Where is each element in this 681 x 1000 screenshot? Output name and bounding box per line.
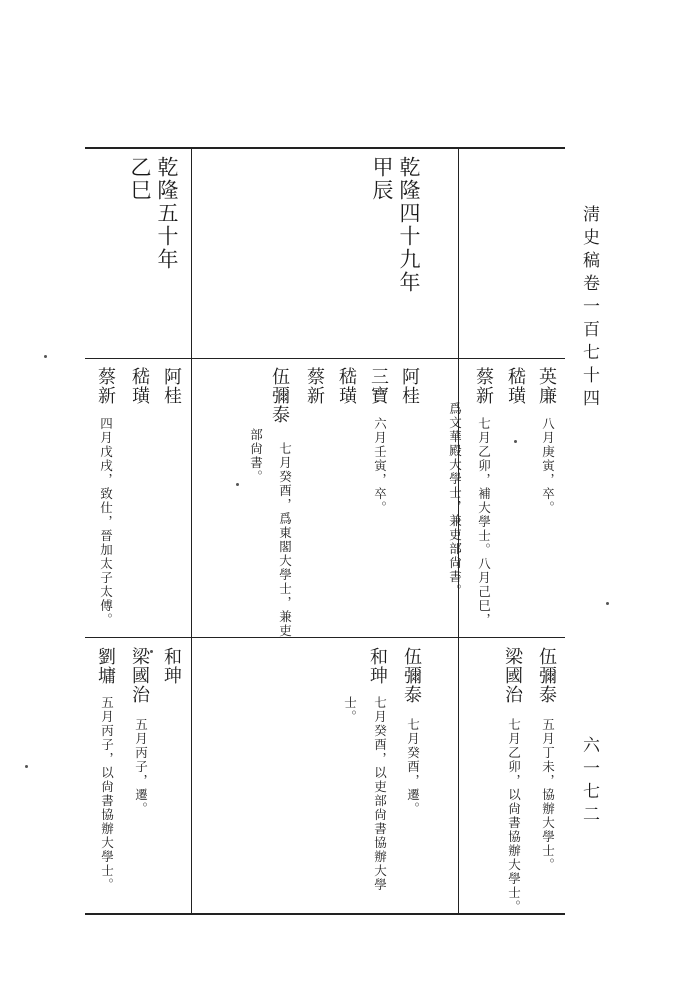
grand-secretary-name: 蔡新 xyxy=(473,367,494,405)
grand-secretary-note: 爲文華殿大學士，兼吏部尙書。 xyxy=(447,402,463,598)
year-reign-1: 乾隆四十九年 xyxy=(397,156,421,294)
year-cyclical-2: 乙巳 xyxy=(128,156,152,202)
row-divider-years xyxy=(85,358,565,359)
grand-secretary-note: 部尙書。 xyxy=(248,428,264,484)
assistant-secretary-name: 伍彌泰 xyxy=(536,647,557,704)
assistant-secretary-note: 五月丁未，協辦大學士。 xyxy=(540,718,556,872)
scan-speck xyxy=(150,650,153,653)
grand-secretary-name: 嵇璜 xyxy=(129,367,150,405)
year-reign-2: 乾隆五十年 xyxy=(155,156,179,271)
grand-secretary-name: 三寶 xyxy=(368,367,389,405)
grand-secretary-note: 七月乙卯，補大學士。八月己巳， xyxy=(476,417,492,627)
scan-speck xyxy=(606,602,609,605)
table-bottom-rule xyxy=(85,913,565,915)
assistant-secretary-note: 五月丙子，遷。 xyxy=(133,718,149,816)
table-top-rule xyxy=(85,147,565,149)
grand-secretary-note: 四月戊戌，致仕，晉加太子太傅。 xyxy=(98,417,114,627)
assistant-secretary-note: 士。 xyxy=(342,696,358,724)
running-title: 淸史稿卷一百七十四 xyxy=(579,205,599,412)
grand-secretary-note: 七月癸酉，爲東閣大學士，兼吏 xyxy=(277,442,293,638)
grand-secretary-name: 蔡新 xyxy=(95,367,116,405)
assistant-secretary-note: 七月癸酉，遷。 xyxy=(405,718,421,816)
grand-secretary-name: 嵇璜 xyxy=(505,367,526,405)
assistant-secretary-name: 梁國治 xyxy=(129,647,150,704)
scan-speck xyxy=(25,765,28,768)
grand-secretary-name: 蔡新 xyxy=(304,367,325,405)
grand-secretary-note: 八月庚寅，卒。 xyxy=(540,417,556,515)
assistant-secretary-name: 梁國治 xyxy=(502,647,523,704)
assistant-secretary-note: 五月丙子，以尙書協辦大學士。 xyxy=(99,696,115,892)
grand-secretary-name: 伍彌泰 xyxy=(269,367,290,424)
assistant-secretary-name: 伍彌泰 xyxy=(401,647,422,704)
grand-secretary-name: 阿桂 xyxy=(399,367,420,405)
scan-speck xyxy=(236,483,239,486)
assistant-secretary-name: 和珅 xyxy=(161,647,182,685)
grand-secretary-name: 嵇璜 xyxy=(336,367,357,405)
assistant-secretary-note: 七月癸酉，以吏部尙書協辦大學 xyxy=(372,696,388,892)
assistant-secretary-name: 劉墉 xyxy=(95,647,116,685)
scan-speck xyxy=(514,440,517,443)
year-cyclical-1: 甲辰 xyxy=(370,156,394,202)
page-number: 六一七二 xyxy=(579,736,599,828)
grand-secretary-name: 英廉 xyxy=(536,367,557,405)
assistant-secretary-name: 和珅 xyxy=(367,647,388,685)
column-rule-left xyxy=(191,147,192,913)
scan-speck xyxy=(44,355,47,358)
row-divider-offices xyxy=(85,637,565,638)
grand-secretary-name: 阿桂 xyxy=(161,367,182,405)
grand-secretary-note: 六月壬寅，卒。 xyxy=(372,417,388,515)
assistant-secretary-note: 七月乙卯，以尙書協辦大學士。 xyxy=(506,718,522,914)
